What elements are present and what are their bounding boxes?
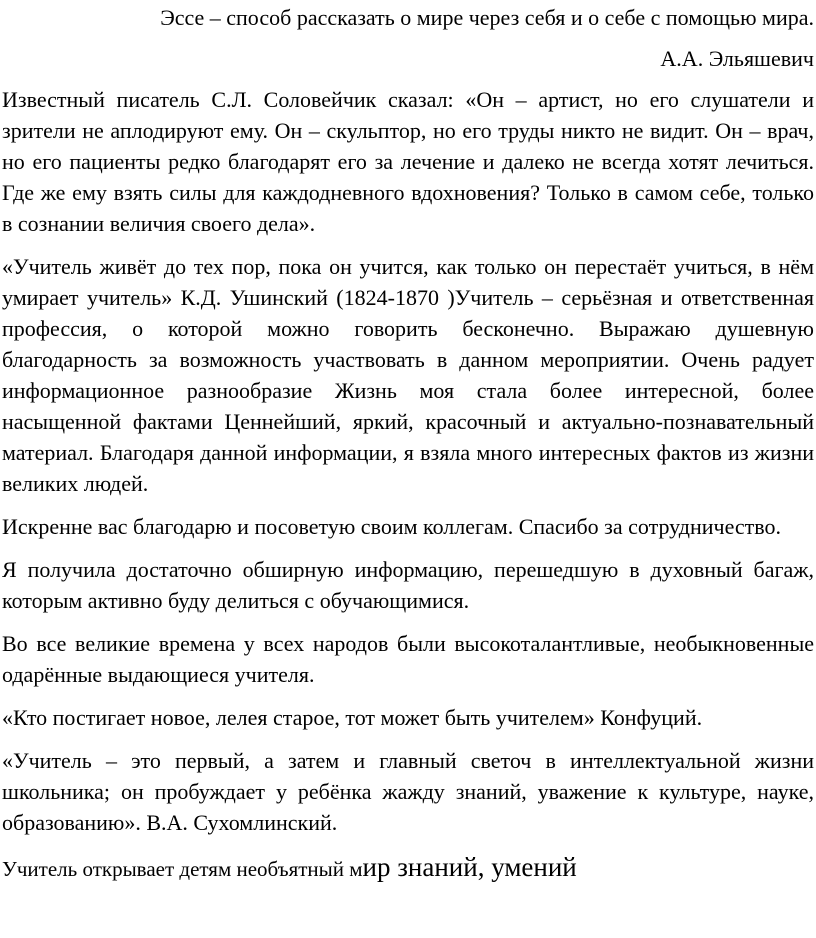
document-page bbox=[2, 0, 814, 897]
paragraph-5: Во все великие времена у всех народов были высокоталантливые, необыкновенные одарённые выдающиеся учителя. bbox=[2, 631, 814, 687]
paragraph-2: «Учитель живёт до тех пор, пока он учится, как только он перестаёт учиться, в нём умирает учитель» К.Д. Ушинский (1824-1870 )Учитель – серьёзная и ответственная профессия, о которой можно говорить бесконечно. Выражаю душевную благодарность за возможность участвовать в данном мероприятии. Очень радует информационное разнообразие Жизнь моя стала более интересной, более насыщенной фактами Ценнейший, яркий, красочный и актуально-познавательный материал. Благодаря данной информации, я взяла много интересных фактов из жизни великих людей. bbox=[2, 254, 814, 496]
paragraph-4: Я получила достаточно обширную информацию, перешедшую в духовный багаж, которым активно буду делиться с обучающимися. bbox=[2, 557, 814, 613]
closing-line-end: ир знаний, умений bbox=[362, 852, 577, 882]
paragraph-6: «Кто постигает новое, лелея старое, тот может быть учителем» Конфуций. bbox=[2, 705, 703, 730]
closing-line bbox=[2, 852, 814, 885]
paragraph-7: «Учитель – это первый, а затем и главный светоч в интеллектуальной жизни школьника; он пробуждает у ребёнка жажду знаний, уважение к культуре, науке, образованию». В.А. Сухомлинский. bbox=[2, 748, 814, 835]
closing-line-start: Учитель открывает детям необъятный м bbox=[2, 857, 363, 881]
paragraph-3: Искренне вас благодарю и посоветую своим коллегам. Спасибо за сотрудничество. bbox=[2, 514, 782, 539]
epigraph-author: А.А. Эльяшевич bbox=[660, 46, 814, 71]
paragraph-1: Известный писатель С.Л. Соловейчик сказал: «Он – артист, но его слушатели и зрители не аплодируют ему. Он – скульптор, но его труды никто не видит. Он – врач, но его пациенты редко благодарят его за лечение и далеко не всегда хотят лечиться. Где же ему взять силы для каждодневного вдохновения? Только в самом себе, только в сознании величия своего дела». bbox=[2, 87, 814, 236]
epigraph: Эссе – способ рассказать о мире через себя и о себе с помощью мира. bbox=[160, 5, 814, 30]
